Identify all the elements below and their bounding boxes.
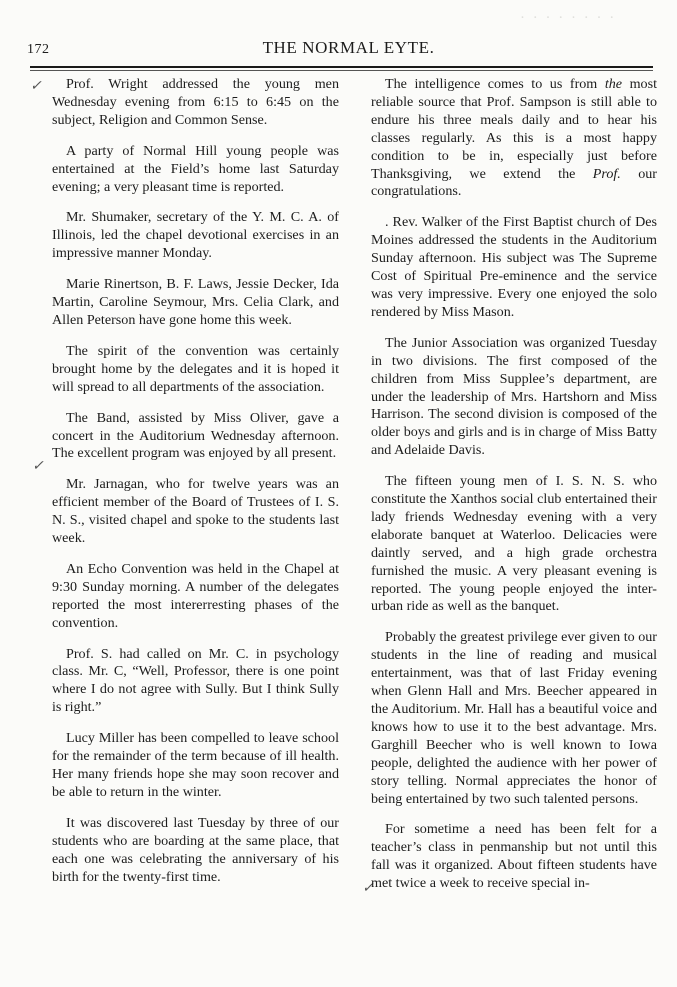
news-item: . Rev. Walker of the First Baptist church of Des Moines addressed the students in the Auditorium Sunday afternoon. His subject was The Supreme Cost of Spiritual Pre-eminence and the service was very impressive. Every one enjoyed the solo rendered by Miss Mason. [371,214,657,320]
news-item: Prof. S. had called on Mr. C. in psychology class. Mr. C, “Well, Professor, there is one point where I do not agree with Sully. But I think Sully is right.” [52,645,339,716]
news-text: our congratulations. [371,165,657,200]
news-item: Marie Rinertson, B. F. Laws, Jessie Decker, Ida Martin, Caroline Seymour, Mrs. Celia Clark, and Allen Peterson have gone home this week. [52,276,339,328]
news-item: The spirit of the convention was certainly brought home by the delegates and it is hoped it will spread to all departments of the association. [52,342,339,395]
left-column [52,76,339,899]
bleed-through-text: · · · · · · · · [520,10,617,26]
page-number: 172 [27,42,50,57]
check-mark-icon: ✓ [32,459,44,474]
check-mark-icon: ✓ [362,881,374,896]
news-text: The intelligence comes to us from [385,76,605,92]
news-italic: the [604,76,623,92]
news-item: Probably the greatest privilege ever given to our students in the line of reading and musical entertainment, was that of last Friday evening when Glenn Hall and Mrs. Beecher appeared in the Auditorium. Mr. Hall has a beautiful voice and knows how to use it to the best advantage. Mrs. Garghill Beecher who is well known to Iowa people, delighted the audience with her power of story telling. Normal appreciates the honor of being entertained by two such talented persons. [371,629,657,807]
header-rule-thick [30,66,653,68]
news-item: The Junior Association was organized Tuesday in two divisions. The first composed of the children from Miss Supplee’s department, are under the leadership of Mrs. Hartshorn and Miss Harrison. The second division is composed of the older boys and girls and is in charge of Miss Batty and Adelaide Davis. [371,334,657,459]
news-item: Prof. Wright addressed the young men Wednesday evening from 6:15 to 6:45 on the subject, Religion and Common Sense. [52,76,339,128]
header-double-rule [30,66,653,71]
news-item: The fifteen young men of I. S. N. S. who constitute the Xanthos social club entertained their lady friends Wednesday evening with a very elaborate banquet at Waterloo. Delicacies were daintly served, and a high grade orchestra furnished the music. A very pleasant evening is reported. The young people enjoyed the inter-urban ride as well as the banquet. [371,473,657,615]
header-rule-thin [30,70,653,71]
right-column [371,76,657,906]
news-item: Mr. Jarnagan, who for twelve years was an efficient member of the Board of Trustees of I. S. N. S., visited chapel and spoke to the students last week. [52,476,339,547]
news-italic: Prof. [592,165,621,182]
check-mark-icon: ✓ [30,79,42,94]
news-item: An Echo Convention was held in the Chapel at 9:30 Sunday morning. A number of the delegates reported the most intererresting phases of the convention. [52,560,339,631]
news-item: The Band, assisted by Miss Oliver, gave a concert in the Auditorium Wednesday afternoon. The excellent program was enjoyed by all present. [52,409,339,462]
running-title: THE NORMAL EYTE. [262,38,435,57]
news-item: For sometime a need has been felt for a teacher’s class in penmanship but not until this fall was it organized. About fifteen students have met twice a week to receive special in- [371,821,657,892]
news-item: Mr. Shumaker, secretary of the Y. M. C. A. of Illinois, led the chapel devotional exercises in an impressive manner Monday. [52,209,339,262]
news-text: most reliable source that Prof. Sampson is still able to endure his three meals daily and to hear his classes regularly. As this is a most happy condition to be in, especially just before Thanksgiving, we extend the [371,76,657,182]
news-item: It was discovered last Tuesday by three of our students who are boarding at the same place, that each one was celebrating the anniversary of his birth for the twenty-first time. [52,814,339,885]
news-item [371,76,657,201]
news-item: Lucy Miller has been compelled to leave school for the remainder of the term because of ill health. Her many friends hope she may soon recover and be able to return in the winter. [52,730,339,800]
news-item: A party of Normal Hill young people was entertained at the Field’s home last Saturday evening; a very pleasant time is reported. [52,142,339,195]
